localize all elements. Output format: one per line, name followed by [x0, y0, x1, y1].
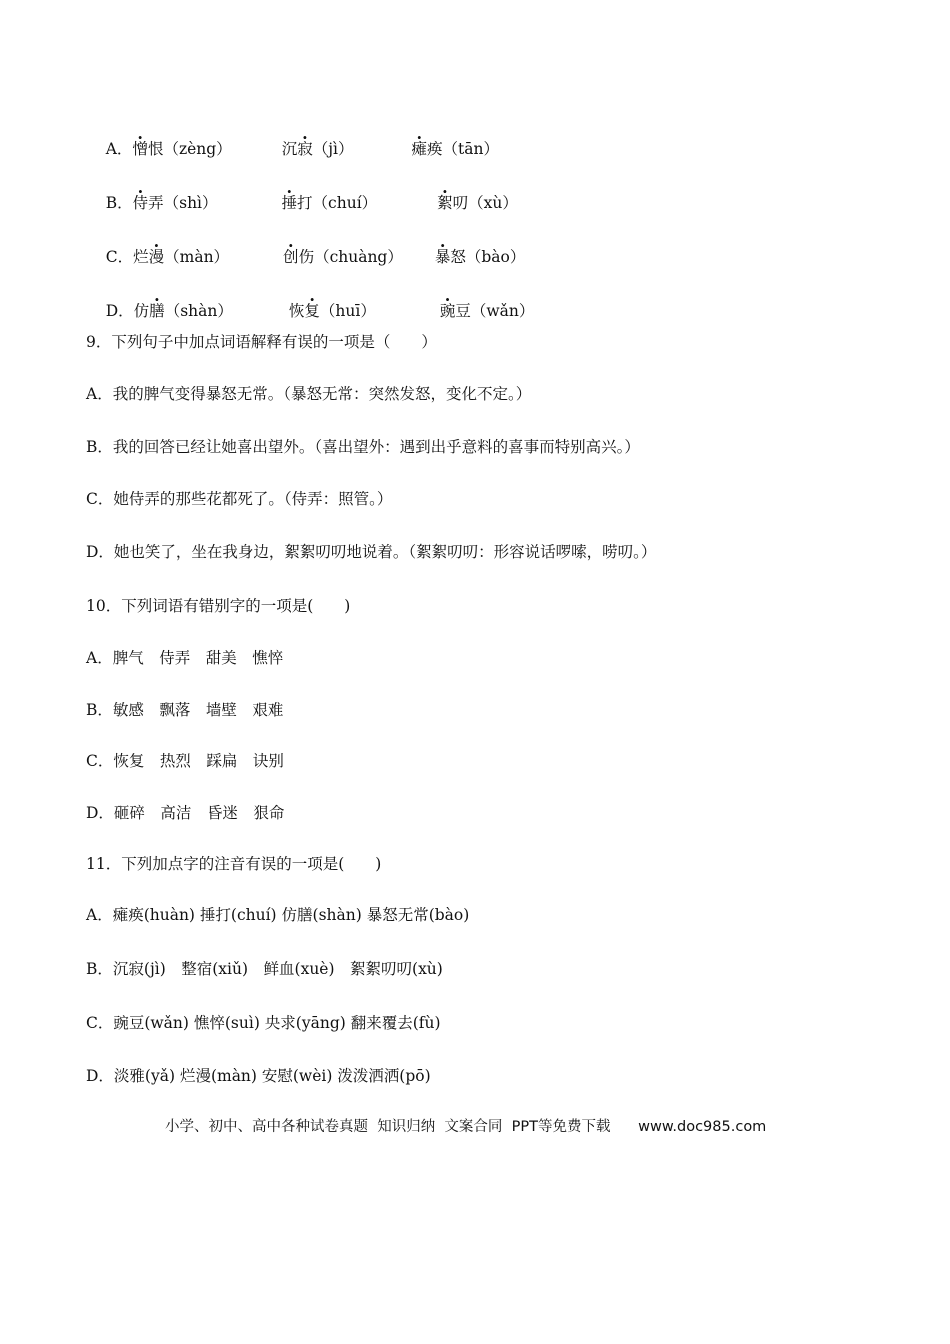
- q11-option-a: A．瘫痪(huàn) 捶打(chuí) 仿膳(shàn) 暴怒无常(bào): [86, 906, 470, 924]
- dotted-char: 暴: [434, 248, 451, 266]
- q11-option-b: B．沉寂(jì) 整宿(xiǔ) 鲜血(xuè) 絮絮叨叨(xù): [86, 960, 443, 978]
- option-text: 仿: [133, 302, 150, 320]
- option-text: （màn）: [164, 248, 230, 266]
- q9-option-c: C．她侍弄的那些花都死了。（侍弄：照管。）: [86, 490, 393, 508]
- dotted-char: 创: [283, 248, 299, 266]
- q11-option-c: C．豌豆(wǎn) 憔悴(suì) 央求(yāng) 翻来覆去(fù): [86, 1014, 441, 1032]
- q9-option-b: B．我的回答已经让她喜出望外。（喜出望外：遇到出乎意料的喜事而特别高兴。）: [86, 438, 640, 456]
- dotted-char: 豌: [439, 302, 456, 320]
- option-label: A．: [105, 140, 133, 158]
- q9-question: 9．下列句子中加点词语解释有误的一项是（ ）: [86, 333, 437, 351]
- option-text: 弄（shì）: [148, 194, 218, 212]
- option-text: 沉: [281, 140, 298, 158]
- option-text: （shàn）: [164, 302, 233, 320]
- option-text: （jì）: [312, 140, 354, 158]
- dotted-char: 絮: [437, 194, 453, 212]
- dotted-char: 侍: [132, 194, 149, 212]
- q9-option-a: A．我的脾气变得暴怒无常。（暴怒无常：突然发怒，变化不定。）: [86, 385, 532, 403]
- q10-question: 10．下列词语有错别字的一项是( ): [86, 597, 351, 615]
- dotted-char: 憎: [132, 140, 148, 158]
- option-text: 痪（tān）: [427, 140, 499, 158]
- option-text: 烂: [133, 248, 149, 266]
- option-text: 豆（wǎn）: [455, 302, 535, 320]
- option-text: （huī）: [319, 302, 376, 320]
- page-footer: 小学、初中、高中各种试卷真题 知识归纳 文案合同 PPT等免费下载 www.doc985.com: [165, 1119, 767, 1135]
- q10-option-c: C．恢复 热烈 踩扁 诀别: [86, 752, 284, 770]
- option-label: D．: [105, 302, 134, 320]
- option-text: 怒（bào）: [450, 248, 526, 266]
- q11-option-d: D．淡雅(yǎ) 烂漫(màn) 安慰(wèi) 泼泼洒洒(pō): [86, 1067, 431, 1085]
- dotted-char: 复: [304, 302, 320, 320]
- q9-option-d: D．她也笑了，坐在我身边，絮絮叨叨地说着。（絮絮叨叨：形容说话啰嗦，唠叨。）: [86, 543, 657, 561]
- q11-question: 11．下列加点字的注音有误的一项是( ): [86, 855, 382, 873]
- option-text: 恢: [288, 302, 305, 320]
- dotted-char: 捶: [281, 194, 298, 212]
- option-label: B．: [105, 194, 133, 212]
- dotted-char: 漫: [148, 248, 165, 266]
- option-text: 恨（zèng）: [147, 140, 232, 158]
- option-text: 叨（xù）: [452, 194, 518, 212]
- dotted-char: 膳: [149, 302, 165, 320]
- q10-option-a: A．脾气 侍弄 甜美 憔悴: [86, 649, 284, 667]
- dotted-char: 瘫: [411, 140, 427, 158]
- q10-option-b: B．敏感 飘落 墙壁 艰难: [86, 701, 284, 719]
- dotted-char: 寂: [297, 140, 313, 158]
- q10-option-d: D．砸碎 高洁 昏迷 狠命: [86, 804, 285, 822]
- option-text: 伤（chuàng）: [298, 248, 403, 266]
- option-text: 打（chuí）: [297, 194, 378, 212]
- option-label: C．: [105, 248, 134, 266]
